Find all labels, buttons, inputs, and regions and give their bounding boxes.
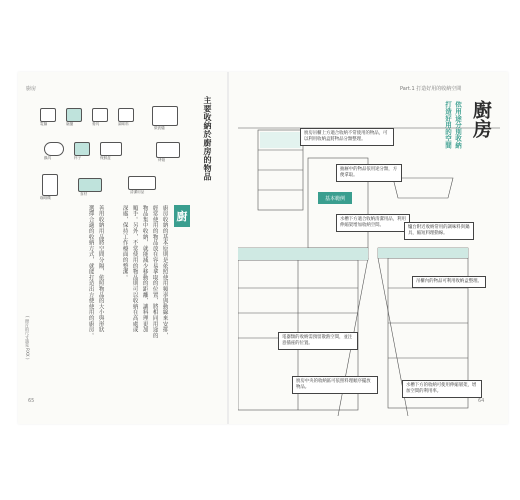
item-icon	[118, 108, 134, 122]
coffee-maker-icon	[42, 174, 58, 196]
section-title: 主要收納於廚房的物品	[202, 96, 213, 216]
cleaning-icon	[128, 176, 156, 190]
cup-icon	[74, 142, 90, 156]
body-text: 善用收納用品將空間分隔，依照物品的大小與形狀	[97, 205, 104, 333]
item-icon	[66, 108, 82, 122]
body-text: 經常使用的物品放在容易拿取的位置，將相同用途的	[151, 205, 158, 339]
item-label: 杯子	[74, 156, 82, 160]
item-label: 餐具	[92, 122, 100, 126]
food-icon	[78, 178, 102, 192]
item-label: 食材	[80, 192, 88, 196]
microwave-icon	[152, 106, 178, 126]
container-icon	[100, 142, 122, 156]
page-title: 廚房	[470, 100, 492, 138]
body-text: 廚房收納的基本原則是依照使用頻率與動線來安排，	[161, 205, 168, 339]
callout: 廚房吊櫃上方適合收納不常使用的物品，可以利用收納盒將物品分類整理。	[300, 128, 394, 146]
page-subtitle-2: 打造好用的空間	[444, 101, 452, 149]
callout: 吊櫃內的物品可利用收納盒整理。	[412, 276, 486, 288]
callout: 抽屜中的物品依用途分類，方便拿取。	[336, 164, 402, 182]
body-text: 深處，保持工作檯面的整潔。	[121, 205, 128, 281]
left-page-header: 廚房	[26, 86, 37, 92]
right-page-header: Part.1 打造好用的收納空間	[400, 86, 462, 92]
body-text: 選擇合適的收納方式，就能打造出方便使用的廚房。	[87, 205, 94, 339]
body-text: 順手。另外，不常使用的物品則可以收納在高處或	[131, 205, 138, 333]
footnote: ( 照片的尺寸請見 P.XX )	[25, 316, 30, 360]
item-label: 調味料	[118, 122, 129, 126]
item-label: 烤箱	[158, 158, 166, 162]
pot-icon	[44, 142, 64, 156]
range-tag: 基本範例	[318, 192, 352, 204]
item-label: 碗盤	[66, 122, 74, 126]
page-number-right: 64	[478, 398, 485, 404]
book-gutter	[227, 72, 229, 424]
item-label: 保鮮盒	[100, 156, 111, 160]
callout: 爐台附近收納常用的調味料與鍋具，縮短料理動線。	[404, 222, 474, 240]
page-subtitle: 依用途分別收納	[454, 101, 462, 149]
callout: 電器類的收納需預留散熱空間，並注意插座的位置。	[278, 332, 358, 350]
item-label: 鍋具	[44, 156, 52, 160]
page-number-left: 65	[28, 398, 35, 404]
body-text: 物品集中收納，就能減少移動的距離，讓料理更加	[141, 205, 148, 333]
callout: 水槽下方的收納可使用伸縮層架，增加空間的利用率。	[402, 380, 482, 398]
item-label: 電鍋	[40, 122, 48, 126]
item-icon	[40, 108, 56, 122]
section-tag: 廚	[174, 205, 190, 227]
oven-icon	[156, 142, 180, 158]
callout: 廚房中央的收納區可依照料理順序擺放物品。	[292, 376, 378, 394]
item-illustrations	[38, 104, 196, 214]
item-label: 清潔用品	[130, 190, 145, 194]
item-label: 咖啡機	[40, 196, 51, 200]
item-label: 微波爐	[154, 126, 165, 130]
item-icon	[92, 108, 108, 122]
callout: 水槽下方適合收納清潔用品，利用伸縮架增加收納空間。	[336, 214, 410, 232]
